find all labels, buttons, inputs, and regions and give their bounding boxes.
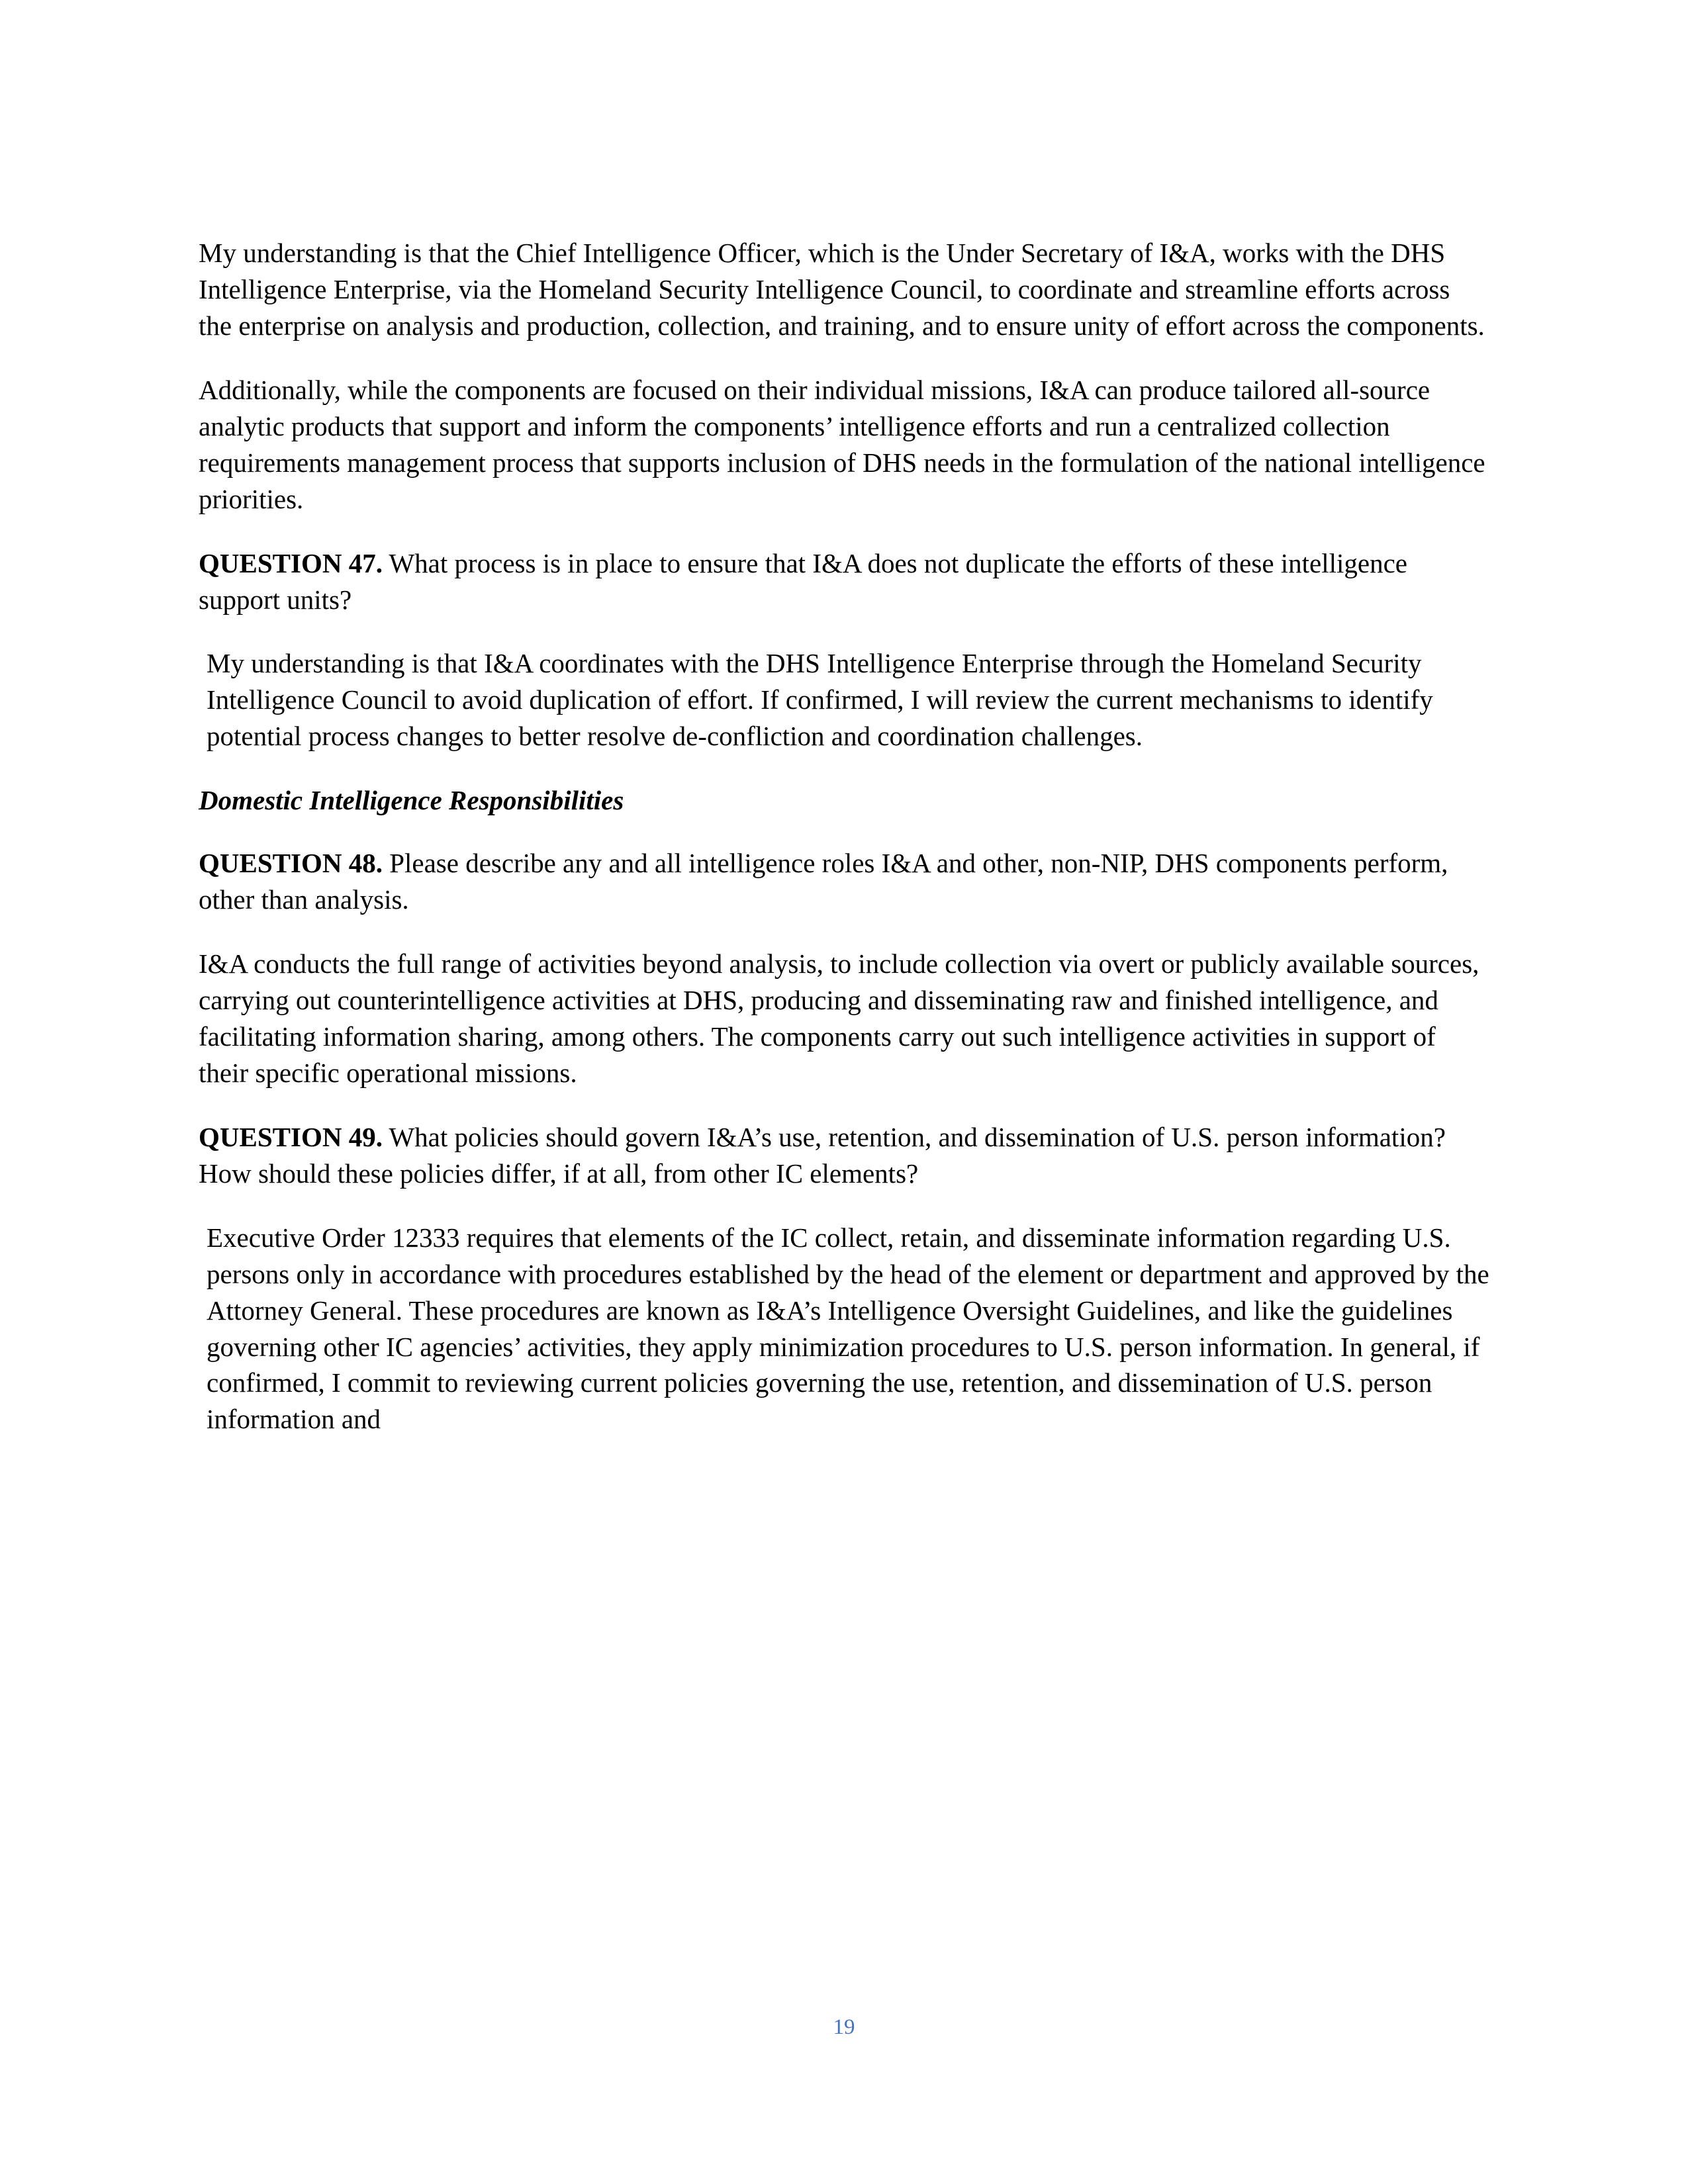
question-49-block	[199, 1119, 1489, 1192]
question-48-answer: I&A conducts the full range of activities beyond analysis, to include collection via overt or publicly available sources, carrying out counterintelligence activities at DHS, producing and disseminating raw and finished intelligence, and facilitating information sharing, among others. The components carry out such intelligence activities in support of their specific operational missions.	[199, 948, 1479, 1088]
question-47-label: QUESTION 47.	[199, 547, 383, 578]
question-47-answer: My understanding is that I&A coordinates with the DHS Intelligence Enterprise through the Homeland Security Intelligence Council to avoid duplication of effort. If confirmed, I will review the current mechanisms to identify potential process changes to better resolve de-confliction and coordination challenges.	[207, 648, 1433, 752]
question-47-text: What process is in place to ensure that I&A does not duplicate the efforts of these intelligence support units?	[199, 547, 1408, 615]
question-48-label: QUESTION 48.	[199, 848, 383, 879]
question-49-label: QUESTION 49.	[199, 1121, 383, 1152]
section-heading-domestic-intelligence-responsibilities: Domestic Intelligence Responsibilities	[199, 785, 624, 816]
question-49-answer: Executive Order 12333 requires that elements of the IC collect, retain, and disseminate information regarding U.S. persons only in accordance with procedures established by the head of the element or department and approved by the Attorney General. These procedures are known as I&A’s Intelligence Oversight Guidelines, and like the guidelines governing other IC agencies’ activities, they apply minimization procedures to U.S. person information. In general, if confirmed, I commit to reviewing current policies governing the use, retention, and dissemination of U.S. person information and	[207, 1222, 1489, 1435]
page-number: 19	[833, 2015, 855, 2039]
document-body	[199, 235, 1489, 1437]
question-47-block	[199, 545, 1489, 618]
question-48-block	[199, 845, 1489, 918]
paragraph-intro-cio: My understanding is that the Chief Intelligence Officer, which is the Under Secretary of I&A, works with the DHS Intelligence Enterprise, via the Homeland Security Intelligence Council, to coordinate and streamline efforts across the enterprise on analysis and production, collection, and training, and to ensure unity of effort across the components.	[199, 238, 1485, 341]
paragraph-components-missions: Additionally, while the components are focused on their individual missions, I&A can produce tailored all-source analytic products that support and inform the components’ intelligence efforts and run a centralized collection requirements management process that supports inclusion of DHS needs in the formulation of the national intelligence priorities.	[199, 374, 1485, 514]
question-48-text: Please describe any and all intelligence roles I&A and other, non-NIP, DHS components perform, other than analysis.	[199, 848, 1448, 915]
question-49-text: What policies should govern I&A’s use, retention, and dissemination of U.S. person information? How should these policies differ, if at all, from other IC elements?	[199, 1121, 1446, 1189]
